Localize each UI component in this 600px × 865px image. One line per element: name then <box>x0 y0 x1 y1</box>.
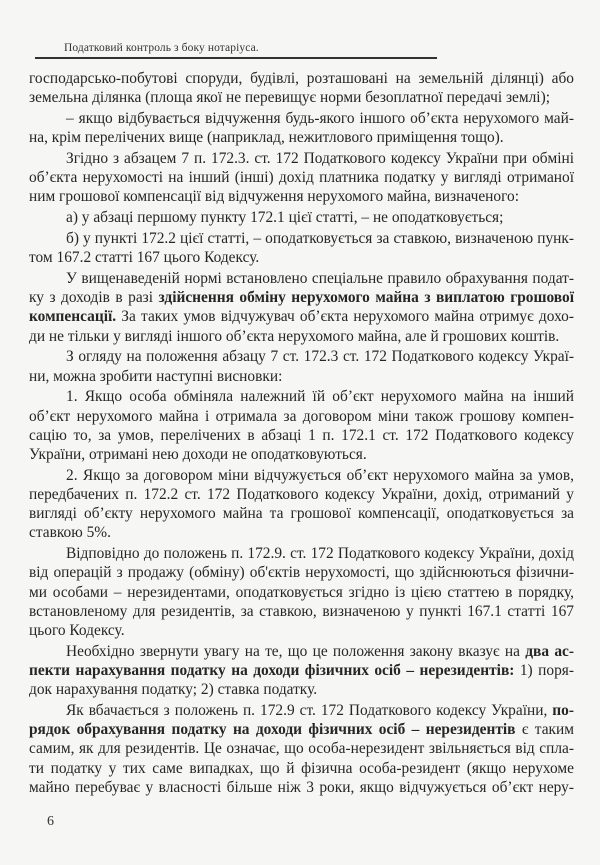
text-segment: цього Кодексу. <box>29 622 125 640</box>
text-line <box>29 661 574 680</box>
text-segment: 1. Якщо особа обміняла належний їй об’єкт нерухомого майна на інший <box>66 388 574 406</box>
text-segment: ми особами – нерезидентами, оподатковується згідно із цією статтею в порядку, <box>29 583 574 601</box>
header-rule <box>35 57 437 59</box>
text-segment: об’єкт нерухомого майна і отримала за договором міни також грошову компен- <box>29 407 574 425</box>
text-line <box>29 466 574 485</box>
bold-text-segment: пекти нарахування податку на доходи фізичних осіб – нерезидентів: <box>29 662 515 680</box>
text-segment: З огляду на положення абзацу 7 ст. 172.3 ст. 172 Податкового кодексу Украї- <box>66 348 574 366</box>
text-segment: від операцій з продажу (обміну) об'єктів нерухомості, що здійснюються фізични- <box>29 564 574 582</box>
text-line <box>29 69 574 88</box>
text-segment: У вищенаведеній нормі встановлено спеціальне правило обрахування подат- <box>66 270 574 287</box>
text-line <box>29 387 574 406</box>
text-segment: об’єкта нерухомості на інший (інші) дохід платника податку у вигляді отриманої <box>29 169 574 187</box>
text-segment: передбачених п. 172.2 ст. 172 Податкового кодексу України, дохід, отриманий у <box>29 486 574 504</box>
text-segment: – якщо відбувається відчуження будь-якого іншого об’єкта нерухомого май- <box>66 110 574 127</box>
text-line <box>29 583 574 602</box>
text-line <box>29 307 574 326</box>
text-line <box>29 504 574 523</box>
text-segment: 2. Якщо за договором міни відчужується об’єкт нерухомого майна за умов, <box>66 466 574 484</box>
bold-text-segment: по- <box>552 702 574 720</box>
text-line <box>29 149 574 168</box>
text-segment: на, крім перелічених вище (наприклад, нежитлового приміщення тощо). <box>29 129 504 147</box>
text-line <box>29 778 574 797</box>
text-line <box>29 485 574 504</box>
text-line <box>29 109 574 128</box>
text-line <box>29 544 574 563</box>
text-segment: ним грошової компенсації від відчуження нерухомого майна, визначеного: <box>29 188 519 206</box>
text-line <box>29 407 574 426</box>
text-segment: господарсько-побутові споруди, будівлі, розташовані на земельній ділянці) або <box>29 70 574 87</box>
text-line <box>29 720 574 739</box>
bold-text-segment: здійснення обміну нерухомого майна з виплатою грошової <box>158 289 574 307</box>
text-segment: майно перебуває у власності більше ніж 3 роки, якщо відчужується об’єкт неру- <box>29 778 574 796</box>
text-line <box>29 680 574 699</box>
text-line <box>29 621 574 640</box>
text-segment: сацію то, за умов, перелічених в абзаці 1 п. 172.1 ст. 172 Податкового кодексу <box>29 426 574 444</box>
text-line <box>29 445 574 464</box>
bold-text-segment: два ас- <box>525 642 574 660</box>
text-line <box>29 327 574 346</box>
text-line <box>29 288 574 307</box>
text-segment: том 167.2 статті 167 цього Кодексу. <box>29 249 260 267</box>
text-segment: Відповідно до положень п. 172.9. ст. 172 Податкового кодексу України, дохід <box>66 545 574 563</box>
text-line <box>29 347 574 366</box>
text-segment: України, отримані нею доходи не оподатковуються. <box>29 446 367 464</box>
text-segment: б) у пункті 172.2 цієї статті, – оподатковується за ставкою, визначеною пунк- <box>66 230 574 247</box>
bold-text-segment: рядок обрахування податку на доходи фізичних осіб – нерезидентів <box>29 721 516 739</box>
text-line <box>29 602 574 621</box>
text-segment: ти податку у тих саме випадках, що й фізична особа-резидент (якщо нерухоме <box>29 759 574 777</box>
text-segment: ставкою 5%. <box>29 524 111 542</box>
text-line <box>29 248 574 267</box>
page-body-text <box>29 69 574 797</box>
text-line <box>29 426 574 445</box>
text-line <box>29 229 574 248</box>
text-segment: ни, можна зробити наступні висновки: <box>29 367 283 385</box>
text-line <box>29 208 574 227</box>
text-segment: а) у абзаці першому пункту 172.1 цієї статті, – не оподатковується; <box>66 209 504 227</box>
text-line <box>29 168 574 187</box>
text-line <box>29 187 574 206</box>
text-line <box>29 128 574 147</box>
text-line <box>29 563 574 582</box>
running-head: Податковий контроль з боку нотаріуса. <box>64 42 259 54</box>
text-segment: За таких умов відчужувач об’єкта нерухомого майна отримує дохо- <box>116 308 574 326</box>
text-line <box>29 759 574 778</box>
text-line <box>29 642 574 661</box>
text-segment: самим, як для резидентів. Це означає, що особа-нерезидент звільняється від спла- <box>29 740 574 758</box>
text-segment: земельна ділянка (площа якої не перевищує норми безоплатної передачі землі); <box>29 89 550 107</box>
text-segment: встановленому для резидентів, за ставкою, визначеною у пункті 167.1 статті 167 <box>29 602 574 620</box>
text-line <box>29 367 574 386</box>
text-segment: Необхідно звернути увагу на те, що це положення закону вказує на <box>66 642 526 660</box>
text-line <box>29 269 574 288</box>
text-segment: Згідно з абзацем 7 п. 172.3. ст. 172 Податкового кодексу України при обміні <box>66 150 574 167</box>
page-number: 6 <box>47 814 54 829</box>
text-segment: Як вбачається з положень п. 172.9 ст. 172 Податкового кодексу України, <box>66 702 553 720</box>
text-segment: ди не тільки у вигляді іншого об’єкта нерухомого майна, але й грошових коштів. <box>29 327 560 345</box>
text-segment: 1) поря- <box>514 662 574 680</box>
bold-text-segment: компенсації. <box>29 308 117 326</box>
text-segment: ку з доходів в разі <box>29 289 159 307</box>
text-line <box>29 88 574 107</box>
text-segment: є таким <box>515 721 574 739</box>
text-line <box>29 523 574 542</box>
text-segment: док нарахування податку; 2) ставка податку. <box>29 681 318 699</box>
text-line <box>29 739 574 758</box>
text-line <box>29 701 574 720</box>
text-segment: вигляді об’єкту нерухомого майна та грошової компенсації, оподатковується за <box>29 505 574 523</box>
